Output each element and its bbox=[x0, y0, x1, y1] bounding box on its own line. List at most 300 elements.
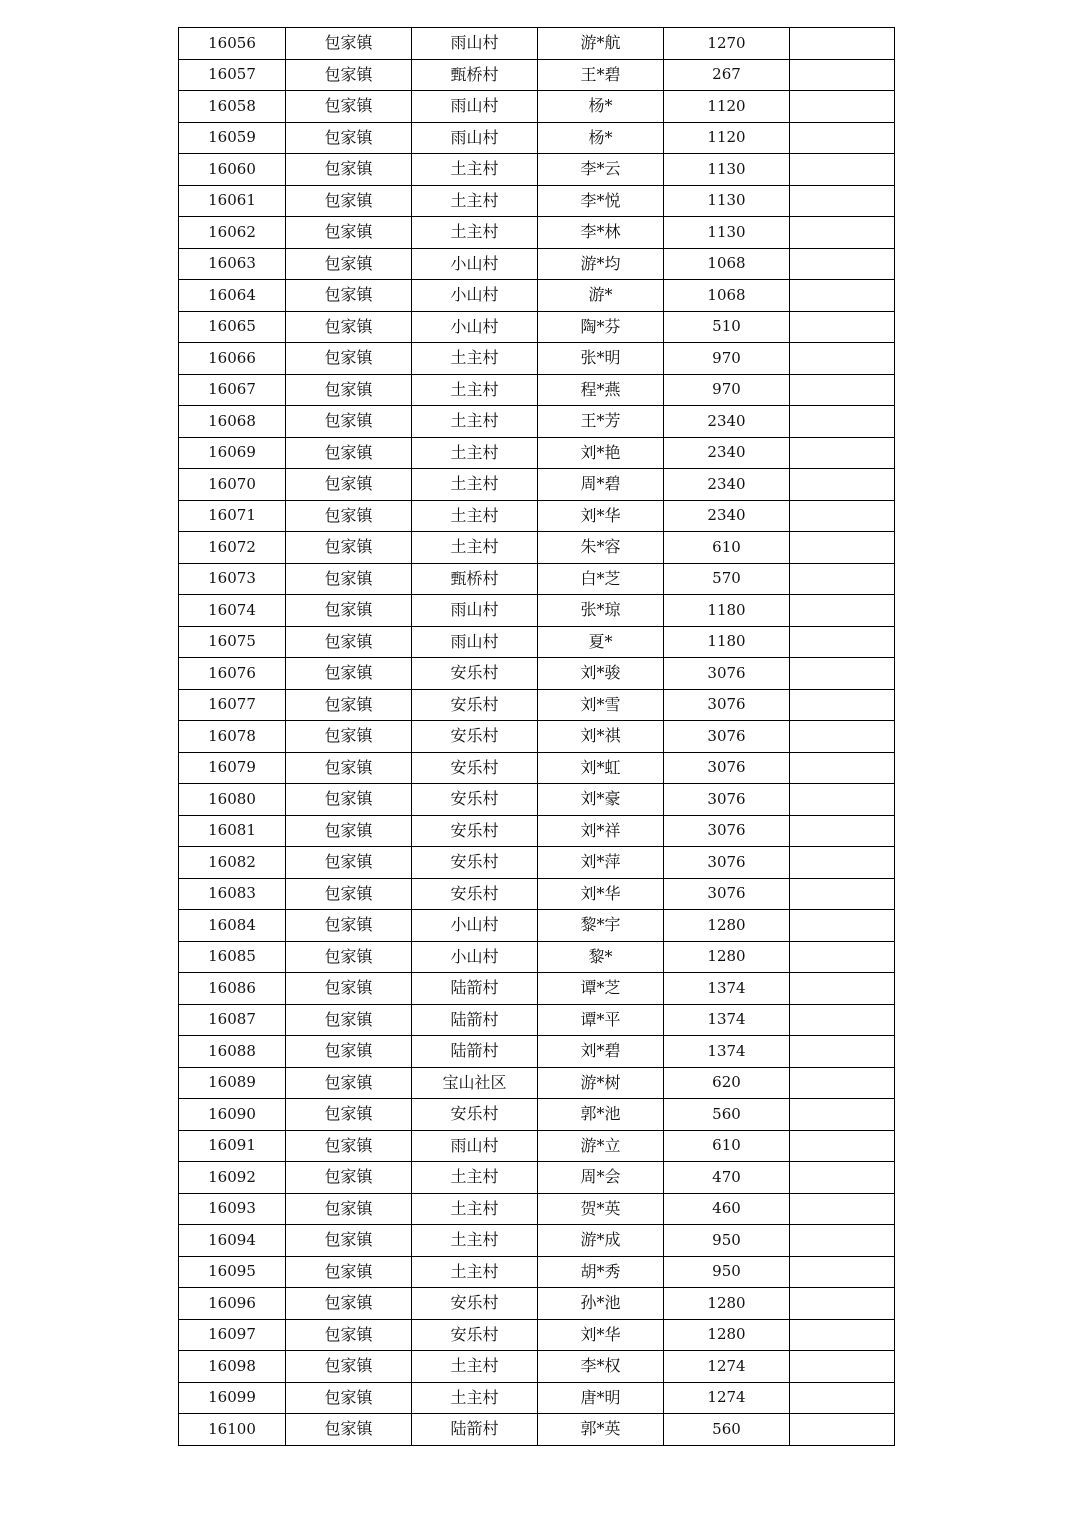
name-cell: 胡*秀 bbox=[538, 1256, 664, 1288]
serial-number-cell: 16084 bbox=[179, 910, 286, 942]
amount-cell: 1068 bbox=[664, 280, 790, 312]
town-cell: 包家镇 bbox=[286, 658, 412, 690]
amount-cell: 267 bbox=[664, 59, 790, 91]
remark-cell bbox=[790, 1225, 895, 1257]
serial-number-cell: 16058 bbox=[179, 91, 286, 123]
amount-cell: 620 bbox=[664, 1067, 790, 1099]
remark-cell bbox=[790, 1067, 895, 1099]
serial-number-cell: 16068 bbox=[179, 406, 286, 438]
table-row bbox=[179, 185, 895, 217]
village-cell: 甄桥村 bbox=[412, 563, 538, 595]
remark-cell bbox=[790, 752, 895, 784]
name-cell: 李*林 bbox=[538, 217, 664, 249]
amount-cell: 1274 bbox=[664, 1382, 790, 1414]
serial-number-cell: 16082 bbox=[179, 847, 286, 879]
serial-number-cell: 16096 bbox=[179, 1288, 286, 1320]
table-row bbox=[179, 658, 895, 690]
town-cell: 包家镇 bbox=[286, 1382, 412, 1414]
remark-cell bbox=[790, 689, 895, 721]
village-cell: 安乐村 bbox=[412, 689, 538, 721]
name-cell: 游* bbox=[538, 280, 664, 312]
serial-number-cell: 16074 bbox=[179, 595, 286, 627]
amount-cell: 1180 bbox=[664, 626, 790, 658]
name-cell: 黎*宇 bbox=[538, 910, 664, 942]
town-cell: 包家镇 bbox=[286, 1162, 412, 1194]
town-cell: 包家镇 bbox=[286, 626, 412, 658]
serial-number-cell: 16086 bbox=[179, 973, 286, 1005]
serial-number-cell: 16075 bbox=[179, 626, 286, 658]
village-cell: 安乐村 bbox=[412, 658, 538, 690]
serial-number-cell: 16078 bbox=[179, 721, 286, 753]
table-row bbox=[179, 1414, 895, 1446]
town-cell: 包家镇 bbox=[286, 784, 412, 816]
amount-cell: 1280 bbox=[664, 1288, 790, 1320]
serial-number-cell: 16100 bbox=[179, 1414, 286, 1446]
amount-cell: 970 bbox=[664, 343, 790, 375]
town-cell: 包家镇 bbox=[286, 689, 412, 721]
name-cell: 游*成 bbox=[538, 1225, 664, 1257]
table-row bbox=[179, 1067, 895, 1099]
name-cell: 刘*华 bbox=[538, 1319, 664, 1351]
name-cell: 刘*雪 bbox=[538, 689, 664, 721]
table-row bbox=[179, 532, 895, 564]
amount-cell: 970 bbox=[664, 374, 790, 406]
amount-cell: 3076 bbox=[664, 658, 790, 690]
amount-cell: 570 bbox=[664, 563, 790, 595]
remark-cell bbox=[790, 406, 895, 438]
serial-number-cell: 16091 bbox=[179, 1130, 286, 1162]
serial-number-cell: 16066 bbox=[179, 343, 286, 375]
amount-cell: 950 bbox=[664, 1225, 790, 1257]
data-table bbox=[178, 27, 895, 1446]
amount-cell: 1068 bbox=[664, 248, 790, 280]
serial-number-cell: 16064 bbox=[179, 280, 286, 312]
table-row bbox=[179, 721, 895, 753]
amount-cell: 610 bbox=[664, 1130, 790, 1162]
serial-number-cell: 16067 bbox=[179, 374, 286, 406]
village-cell: 陆箭村 bbox=[412, 973, 538, 1005]
serial-number-cell: 16083 bbox=[179, 878, 286, 910]
table-row bbox=[179, 941, 895, 973]
town-cell: 包家镇 bbox=[286, 1004, 412, 1036]
table-row bbox=[179, 752, 895, 784]
amount-cell: 1120 bbox=[664, 91, 790, 123]
village-cell: 雨山村 bbox=[412, 122, 538, 154]
serial-number-cell: 16095 bbox=[179, 1256, 286, 1288]
table-row bbox=[179, 1256, 895, 1288]
village-cell: 安乐村 bbox=[412, 752, 538, 784]
amount-cell: 1374 bbox=[664, 1004, 790, 1036]
serial-number-cell: 16070 bbox=[179, 469, 286, 501]
serial-number-cell: 16087 bbox=[179, 1004, 286, 1036]
amount-cell: 3076 bbox=[664, 689, 790, 721]
table-row bbox=[179, 847, 895, 879]
town-cell: 包家镇 bbox=[286, 248, 412, 280]
remark-cell bbox=[790, 1351, 895, 1383]
serial-number-cell: 16062 bbox=[179, 217, 286, 249]
amount-cell: 1374 bbox=[664, 973, 790, 1005]
table-row bbox=[179, 248, 895, 280]
amount-cell: 1180 bbox=[664, 595, 790, 627]
village-cell: 安乐村 bbox=[412, 1319, 538, 1351]
amount-cell: 1280 bbox=[664, 1319, 790, 1351]
serial-number-cell: 16092 bbox=[179, 1162, 286, 1194]
remark-cell bbox=[790, 878, 895, 910]
name-cell: 刘*萍 bbox=[538, 847, 664, 879]
town-cell: 包家镇 bbox=[286, 941, 412, 973]
remark-cell bbox=[790, 815, 895, 847]
village-cell: 安乐村 bbox=[412, 1099, 538, 1131]
town-cell: 包家镇 bbox=[286, 437, 412, 469]
serial-number-cell: 16098 bbox=[179, 1351, 286, 1383]
remark-cell bbox=[790, 626, 895, 658]
remark-cell bbox=[790, 374, 895, 406]
remark-cell bbox=[790, 500, 895, 532]
name-cell: 游*航 bbox=[538, 28, 664, 60]
village-cell: 小山村 bbox=[412, 248, 538, 280]
name-cell: 王*芳 bbox=[538, 406, 664, 438]
amount-cell: 3076 bbox=[664, 784, 790, 816]
village-cell: 小山村 bbox=[412, 910, 538, 942]
amount-cell: 1130 bbox=[664, 217, 790, 249]
remark-cell bbox=[790, 595, 895, 627]
amount-cell: 3076 bbox=[664, 752, 790, 784]
town-cell: 包家镇 bbox=[286, 973, 412, 1005]
amount-cell: 2340 bbox=[664, 406, 790, 438]
remark-cell bbox=[790, 1130, 895, 1162]
table-row bbox=[179, 910, 895, 942]
remark-cell bbox=[790, 343, 895, 375]
table-row bbox=[179, 122, 895, 154]
remark-cell bbox=[790, 217, 895, 249]
amount-cell: 510 bbox=[664, 311, 790, 343]
amount-cell: 1270 bbox=[664, 28, 790, 60]
remark-cell bbox=[790, 1288, 895, 1320]
town-cell: 包家镇 bbox=[286, 91, 412, 123]
table-row bbox=[179, 1162, 895, 1194]
town-cell: 包家镇 bbox=[286, 154, 412, 186]
amount-cell: 470 bbox=[664, 1162, 790, 1194]
amount-cell: 460 bbox=[664, 1193, 790, 1225]
amount-cell: 1280 bbox=[664, 941, 790, 973]
remark-cell bbox=[790, 1099, 895, 1131]
remark-cell bbox=[790, 847, 895, 879]
name-cell: 张*琼 bbox=[538, 595, 664, 627]
town-cell: 包家镇 bbox=[286, 1351, 412, 1383]
town-cell: 包家镇 bbox=[286, 1414, 412, 1446]
village-cell: 宝山社区 bbox=[412, 1067, 538, 1099]
town-cell: 包家镇 bbox=[286, 1099, 412, 1131]
table-row bbox=[179, 689, 895, 721]
remark-cell bbox=[790, 1319, 895, 1351]
name-cell: 李*权 bbox=[538, 1351, 664, 1383]
town-cell: 包家镇 bbox=[286, 406, 412, 438]
village-cell: 土主村 bbox=[412, 406, 538, 438]
town-cell: 包家镇 bbox=[286, 595, 412, 627]
town-cell: 包家镇 bbox=[286, 1036, 412, 1068]
name-cell: 刘*碧 bbox=[538, 1036, 664, 1068]
village-cell: 土主村 bbox=[412, 437, 538, 469]
remark-cell bbox=[790, 28, 895, 60]
serial-number-cell: 16057 bbox=[179, 59, 286, 91]
name-cell: 谭*平 bbox=[538, 1004, 664, 1036]
table-row bbox=[179, 1130, 895, 1162]
serial-number-cell: 16065 bbox=[179, 311, 286, 343]
amount-cell: 3076 bbox=[664, 847, 790, 879]
serial-number-cell: 16081 bbox=[179, 815, 286, 847]
town-cell: 包家镇 bbox=[286, 1130, 412, 1162]
village-cell: 土主村 bbox=[412, 217, 538, 249]
name-cell: 周*会 bbox=[538, 1162, 664, 1194]
amount-cell: 1280 bbox=[664, 910, 790, 942]
village-cell: 土主村 bbox=[412, 1162, 538, 1194]
town-cell: 包家镇 bbox=[286, 217, 412, 249]
name-cell: 谭*芝 bbox=[538, 973, 664, 1005]
remark-cell bbox=[790, 1004, 895, 1036]
name-cell: 杨* bbox=[538, 91, 664, 123]
table-row bbox=[179, 1036, 895, 1068]
name-cell: 游*立 bbox=[538, 1130, 664, 1162]
village-cell: 雨山村 bbox=[412, 626, 538, 658]
village-cell: 雨山村 bbox=[412, 28, 538, 60]
remark-cell bbox=[790, 1382, 895, 1414]
serial-number-cell: 16097 bbox=[179, 1319, 286, 1351]
name-cell: 李*云 bbox=[538, 154, 664, 186]
table-row bbox=[179, 311, 895, 343]
amount-cell: 3076 bbox=[664, 815, 790, 847]
remark-cell bbox=[790, 122, 895, 154]
table-row bbox=[179, 878, 895, 910]
remark-cell bbox=[790, 185, 895, 217]
serial-number-cell: 16090 bbox=[179, 1099, 286, 1131]
town-cell: 包家镇 bbox=[286, 28, 412, 60]
town-cell: 包家镇 bbox=[286, 1256, 412, 1288]
village-cell: 安乐村 bbox=[412, 878, 538, 910]
village-cell: 安乐村 bbox=[412, 721, 538, 753]
table-row bbox=[179, 784, 895, 816]
remark-cell bbox=[790, 658, 895, 690]
serial-number-cell: 16093 bbox=[179, 1193, 286, 1225]
table-body bbox=[179, 28, 895, 1446]
town-cell: 包家镇 bbox=[286, 1193, 412, 1225]
village-cell: 土主村 bbox=[412, 1225, 538, 1257]
name-cell: 游*均 bbox=[538, 248, 664, 280]
amount-cell: 1374 bbox=[664, 1036, 790, 1068]
table-row bbox=[179, 1382, 895, 1414]
serial-number-cell: 16089 bbox=[179, 1067, 286, 1099]
serial-number-cell: 16088 bbox=[179, 1036, 286, 1068]
name-cell: 刘*虹 bbox=[538, 752, 664, 784]
town-cell: 包家镇 bbox=[286, 122, 412, 154]
town-cell: 包家镇 bbox=[286, 815, 412, 847]
town-cell: 包家镇 bbox=[286, 59, 412, 91]
town-cell: 包家镇 bbox=[286, 532, 412, 564]
village-cell: 小山村 bbox=[412, 941, 538, 973]
amount-cell: 950 bbox=[664, 1256, 790, 1288]
name-cell: 刘*骏 bbox=[538, 658, 664, 690]
village-cell: 陆箭村 bbox=[412, 1414, 538, 1446]
remark-cell bbox=[790, 532, 895, 564]
serial-number-cell: 16073 bbox=[179, 563, 286, 595]
village-cell: 土主村 bbox=[412, 343, 538, 375]
remark-cell bbox=[790, 154, 895, 186]
table-row bbox=[179, 1225, 895, 1257]
village-cell: 土主村 bbox=[412, 1382, 538, 1414]
amount-cell: 1274 bbox=[664, 1351, 790, 1383]
name-cell: 孙*池 bbox=[538, 1288, 664, 1320]
town-cell: 包家镇 bbox=[286, 500, 412, 532]
village-cell: 小山村 bbox=[412, 311, 538, 343]
table-row bbox=[179, 973, 895, 1005]
name-cell: 刘*豪 bbox=[538, 784, 664, 816]
village-cell: 陆箭村 bbox=[412, 1036, 538, 1068]
amount-cell: 1120 bbox=[664, 122, 790, 154]
table-row bbox=[179, 406, 895, 438]
serial-number-cell: 16060 bbox=[179, 154, 286, 186]
table-row bbox=[179, 595, 895, 627]
amount-cell: 1130 bbox=[664, 185, 790, 217]
village-cell: 土主村 bbox=[412, 374, 538, 406]
town-cell: 包家镇 bbox=[286, 1225, 412, 1257]
village-cell: 安乐村 bbox=[412, 1288, 538, 1320]
village-cell: 安乐村 bbox=[412, 784, 538, 816]
name-cell: 刘*华 bbox=[538, 500, 664, 532]
table-row bbox=[179, 815, 895, 847]
name-cell: 黎* bbox=[538, 941, 664, 973]
village-cell: 土主村 bbox=[412, 185, 538, 217]
remark-cell bbox=[790, 973, 895, 1005]
remark-cell bbox=[790, 59, 895, 91]
serial-number-cell: 16080 bbox=[179, 784, 286, 816]
table-row bbox=[179, 1099, 895, 1131]
serial-number-cell: 16076 bbox=[179, 658, 286, 690]
table-row bbox=[179, 1351, 895, 1383]
town-cell: 包家镇 bbox=[286, 1319, 412, 1351]
remark-cell bbox=[790, 563, 895, 595]
village-cell: 雨山村 bbox=[412, 91, 538, 123]
village-cell: 雨山村 bbox=[412, 595, 538, 627]
amount-cell: 2340 bbox=[664, 500, 790, 532]
table-row bbox=[179, 1288, 895, 1320]
name-cell: 陶*芬 bbox=[538, 311, 664, 343]
serial-number-cell: 16059 bbox=[179, 122, 286, 154]
name-cell: 周*碧 bbox=[538, 469, 664, 501]
serial-number-cell: 16061 bbox=[179, 185, 286, 217]
serial-number-cell: 16056 bbox=[179, 28, 286, 60]
serial-number-cell: 16085 bbox=[179, 941, 286, 973]
village-cell: 小山村 bbox=[412, 280, 538, 312]
town-cell: 包家镇 bbox=[286, 1067, 412, 1099]
town-cell: 包家镇 bbox=[286, 1288, 412, 1320]
amount-cell: 560 bbox=[664, 1099, 790, 1131]
town-cell: 包家镇 bbox=[286, 752, 412, 784]
remark-cell bbox=[790, 469, 895, 501]
name-cell: 刘*祥 bbox=[538, 815, 664, 847]
village-cell: 土主村 bbox=[412, 500, 538, 532]
amount-cell: 3076 bbox=[664, 878, 790, 910]
serial-number-cell: 16069 bbox=[179, 437, 286, 469]
amount-cell: 3076 bbox=[664, 721, 790, 753]
serial-number-cell: 16077 bbox=[179, 689, 286, 721]
name-cell: 杨* bbox=[538, 122, 664, 154]
remark-cell bbox=[790, 280, 895, 312]
table-row bbox=[179, 469, 895, 501]
name-cell: 夏* bbox=[538, 626, 664, 658]
name-cell: 游*树 bbox=[538, 1067, 664, 1099]
village-cell: 土主村 bbox=[412, 1193, 538, 1225]
table-row bbox=[179, 280, 895, 312]
serial-number-cell: 16063 bbox=[179, 248, 286, 280]
table-row bbox=[179, 1319, 895, 1351]
town-cell: 包家镇 bbox=[286, 563, 412, 595]
remark-cell bbox=[790, 1414, 895, 1446]
name-cell: 刘*艳 bbox=[538, 437, 664, 469]
village-cell: 土主村 bbox=[412, 1351, 538, 1383]
name-cell: 刘*华 bbox=[538, 878, 664, 910]
name-cell: 张*明 bbox=[538, 343, 664, 375]
table-row bbox=[179, 154, 895, 186]
remark-cell bbox=[790, 91, 895, 123]
name-cell: 贺*英 bbox=[538, 1193, 664, 1225]
amount-cell: 2340 bbox=[664, 437, 790, 469]
village-cell: 安乐村 bbox=[412, 847, 538, 879]
remark-cell bbox=[790, 1036, 895, 1068]
name-cell: 白*芝 bbox=[538, 563, 664, 595]
table-row bbox=[179, 343, 895, 375]
town-cell: 包家镇 bbox=[286, 469, 412, 501]
town-cell: 包家镇 bbox=[286, 280, 412, 312]
name-cell: 朱*容 bbox=[538, 532, 664, 564]
table-row bbox=[179, 626, 895, 658]
remark-cell bbox=[790, 941, 895, 973]
town-cell: 包家镇 bbox=[286, 311, 412, 343]
table-row bbox=[179, 59, 895, 91]
remark-cell bbox=[790, 721, 895, 753]
remark-cell bbox=[790, 248, 895, 280]
amount-cell: 2340 bbox=[664, 469, 790, 501]
table-row bbox=[179, 374, 895, 406]
remark-cell bbox=[790, 437, 895, 469]
village-cell: 雨山村 bbox=[412, 1130, 538, 1162]
remark-cell bbox=[790, 1193, 895, 1225]
name-cell: 王*碧 bbox=[538, 59, 664, 91]
name-cell: 李*悦 bbox=[538, 185, 664, 217]
serial-number-cell: 16071 bbox=[179, 500, 286, 532]
name-cell: 郭*英 bbox=[538, 1414, 664, 1446]
remark-cell bbox=[790, 910, 895, 942]
town-cell: 包家镇 bbox=[286, 343, 412, 375]
table-row bbox=[179, 28, 895, 60]
serial-number-cell: 16072 bbox=[179, 532, 286, 564]
remark-cell bbox=[790, 1256, 895, 1288]
table-row bbox=[179, 500, 895, 532]
remark-cell bbox=[790, 311, 895, 343]
table-row bbox=[179, 217, 895, 249]
village-cell: 安乐村 bbox=[412, 815, 538, 847]
village-cell: 甄桥村 bbox=[412, 59, 538, 91]
village-cell: 土主村 bbox=[412, 1256, 538, 1288]
amount-cell: 610 bbox=[664, 532, 790, 564]
town-cell: 包家镇 bbox=[286, 374, 412, 406]
village-cell: 土主村 bbox=[412, 469, 538, 501]
name-cell: 刘*祺 bbox=[538, 721, 664, 753]
village-cell: 土主村 bbox=[412, 532, 538, 564]
name-cell: 唐*明 bbox=[538, 1382, 664, 1414]
table-row bbox=[179, 91, 895, 123]
table-row bbox=[179, 437, 895, 469]
remark-cell bbox=[790, 1162, 895, 1194]
name-cell: 郭*池 bbox=[538, 1099, 664, 1131]
